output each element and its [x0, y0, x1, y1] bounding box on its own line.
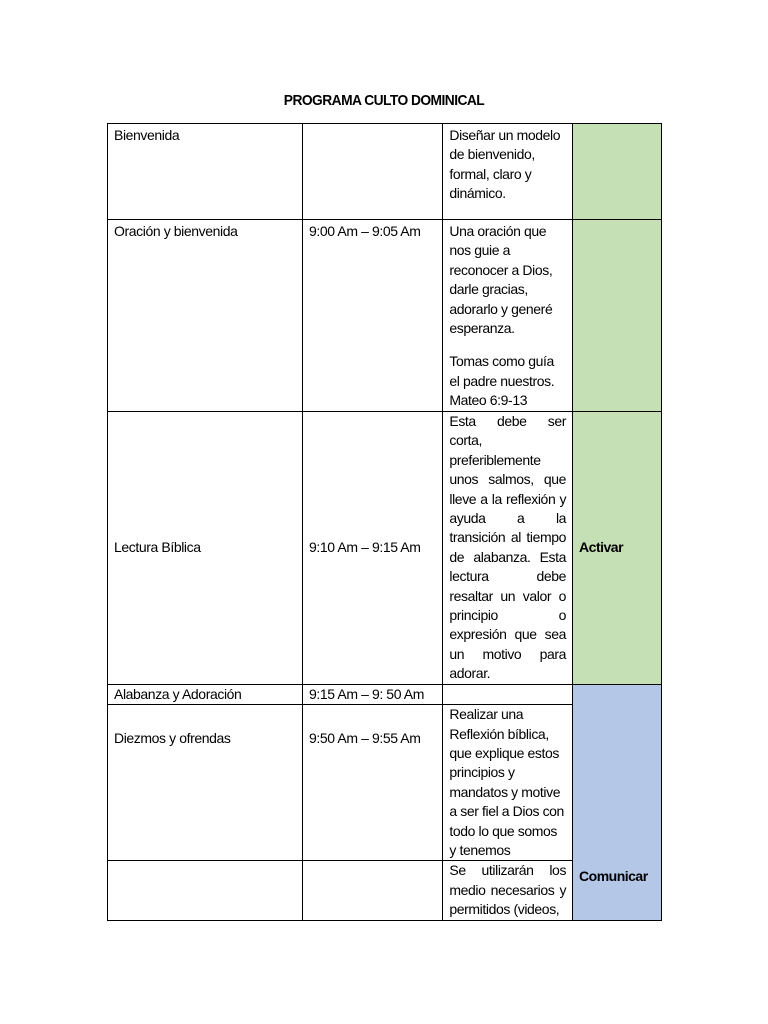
table-row: [108, 412, 662, 685]
stage-label-communicate: Comunicar: [579, 868, 648, 885]
time-label: 9:00 Am – 9:05 Am: [309, 223, 421, 239]
activity-label: Oración y bienvenida: [114, 223, 238, 239]
table-row: [108, 684, 662, 704]
activity-cell: [108, 861, 303, 920]
description-cell: [443, 684, 573, 704]
description-cell: [443, 124, 573, 220]
table-row: [108, 124, 662, 220]
description-cell: [443, 705, 573, 861]
program-table: [107, 123, 662, 921]
time-cell: [303, 861, 443, 920]
activity-label: Alabanza y Adoración: [114, 685, 242, 702]
description-cell: [443, 861, 573, 920]
description-text: Esta debe ser corta, preferiblemente unos salmos, que lleve a la reflexión y ayuda a la transición al tiempo de alabanza. Esta lectura debe resaltar un valor o principio o expresión que sea un motivo para adorar.: [449, 413, 567, 682]
activity-label: Bienvenida: [114, 127, 180, 143]
time-label: 9:50 Am – 9:55 Am: [309, 730, 421, 747]
table-row: [108, 220, 662, 412]
time-cell: [303, 684, 443, 704]
description-text: Diseñar un modelo de bienvenido, formal, claro y dinámico.: [449, 127, 561, 202]
activity-cell: [108, 705, 303, 861]
description-text: Tomas como guía el padre nuestros. Mateo 6:9-13: [449, 353, 555, 409]
description-text: Realizar una Reflexión bíblica, que explique estos principios y mandatos y motive a ser fiel a Dios con todo lo que somos y tenemos: [449, 706, 564, 858]
time-label: 9:15 Am – 9: 50 Am: [309, 685, 425, 702]
activity-cell: [108, 412, 303, 685]
stage-label-activate: Activar: [579, 539, 624, 556]
activity-cell: [108, 220, 303, 412]
description-cell: [443, 220, 573, 412]
time-label: 9:10 Am – 9:15 Am: [309, 539, 421, 556]
time-cell: [303, 220, 443, 412]
description-text: Se utilizarán los medio necesarios y permitidos (videos,: [449, 862, 567, 918]
activity-cell: [108, 124, 303, 220]
time-cell: [303, 124, 443, 220]
stage-cell-activate: [573, 412, 662, 685]
time-cell: [303, 412, 443, 685]
description-cell: [443, 412, 573, 685]
activity-label: Diezmos y ofrendas: [114, 730, 231, 747]
time-cell: [303, 705, 443, 861]
stage-cell-communicate: [573, 684, 662, 920]
activity-cell: [108, 684, 303, 704]
stage-cell-activate-mid: [573, 220, 662, 412]
activity-label: Lectura Bíblica: [114, 539, 201, 556]
stage-cell-activate-top: [573, 124, 662, 220]
document-title: PROGRAMA CULTO DOMINICAL: [283, 92, 485, 109]
description-text: Una oración que nos guie a reconocer a Dios, darle gracias, adorarlo y generé esperanza.: [449, 223, 553, 337]
